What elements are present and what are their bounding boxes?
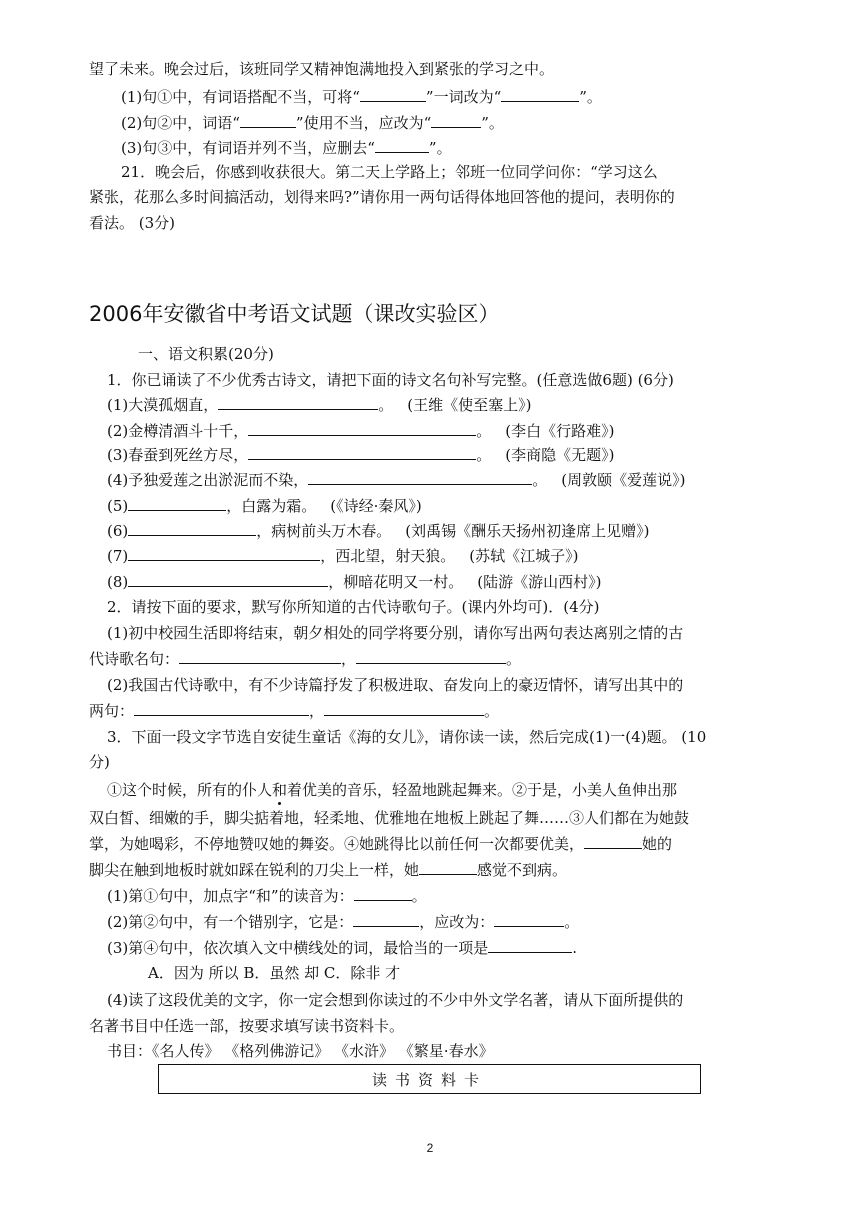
answer-blank[interactable] xyxy=(179,649,341,664)
text: 书目：《名人传》 《格列佛游记》 《水浒》 《繁星·春水》 xyxy=(107,1042,494,1060)
question-2-prompt xyxy=(107,597,797,617)
answer-blank[interactable] xyxy=(488,938,572,953)
text-line xyxy=(89,1016,779,1036)
text: (4)读了这段优美的文字，你一定会想到你读过的不少中外文学名著，请从下面所提供的 xyxy=(107,991,684,1009)
text: 3．下面一段文字节选自安徒生童话《海的女儿》，请你读一读，然后完成(1)一(4)题。 (10 xyxy=(107,728,707,746)
text: ”。 xyxy=(428,139,452,157)
answer-blank[interactable] xyxy=(360,87,426,102)
text: (8) xyxy=(107,573,129,591)
poem-source: (刘禹锡《酬乐天扬州初逢席上见赠》) xyxy=(405,522,650,540)
poem-line xyxy=(107,521,797,541)
question-21 xyxy=(121,162,811,182)
text: ，西北望，射天狼。 xyxy=(320,547,456,565)
answer-blank[interactable] xyxy=(218,395,378,410)
poem-line xyxy=(107,395,797,415)
answer-blank[interactable] xyxy=(128,546,320,561)
question-3 xyxy=(121,138,811,158)
text-line xyxy=(89,649,779,669)
text: 21．晚会后，你感到收获很大。第二天上学路上；邻班一位同学问你：“学习这么 xyxy=(121,163,658,181)
text: 。 xyxy=(378,396,394,414)
answer-blank[interactable] xyxy=(494,912,564,927)
text: 紧张，花那么多时间搞活动，划得来吗?”请你用一两句话得体地回答他的提问，表明你的 xyxy=(89,188,675,206)
answer-blank[interactable] xyxy=(501,87,579,102)
text: (1)第①句中，加点字“和”的读音为： xyxy=(107,887,354,905)
text: 望了未来。晚会过后，该班同学又精神饱满地投入到紧张的学习之中。 xyxy=(89,60,555,78)
text: 2．请按下面的要求，默写你所知道的古代诗歌句子。(课内外均可)．(4分) xyxy=(107,598,600,616)
text: 。 xyxy=(476,422,492,440)
text: (3)句③中，有词语并列不当，应删去“ xyxy=(121,139,375,157)
poem-source: (周敦颐《爱莲说》) xyxy=(561,471,686,489)
poem-line xyxy=(107,496,797,516)
sub-question xyxy=(107,990,797,1010)
text: 1．你已诵读了不少优秀古诗文，请把下面的诗文名句补写完整。(任意选做6题) (6分) xyxy=(107,371,674,389)
text-line xyxy=(89,187,779,207)
text: 。 xyxy=(476,446,492,464)
text-line xyxy=(89,752,779,772)
text: (6) xyxy=(107,522,129,540)
text: ”。 xyxy=(579,88,602,106)
exam-title: 2006年安徽省中考语文试题（课改实验区） xyxy=(89,302,500,326)
text: (2)我国古代诗歌中，有不少诗篇抒发了积极进取、奋发向上的豪迈情怀，请写出其中的 xyxy=(107,676,684,694)
poem-source: (王维《使至塞上》) xyxy=(407,396,532,414)
answer-blank[interactable] xyxy=(248,421,476,436)
answer-blank[interactable] xyxy=(308,470,532,485)
answer-blank[interactable] xyxy=(584,834,642,849)
page-number: 2 xyxy=(426,1141,434,1155)
answer-blank[interactable] xyxy=(431,113,481,128)
text-line xyxy=(107,623,797,643)
text: ”使用不当，应改为“ xyxy=(295,114,432,132)
text: (2)句②中，词语“ xyxy=(121,114,240,132)
sub-question xyxy=(107,938,797,958)
text: 。 xyxy=(564,913,580,931)
text: 。 xyxy=(532,471,548,489)
poem-line xyxy=(107,445,797,465)
text: ， xyxy=(309,702,325,720)
answer-options xyxy=(148,963,838,983)
text: (3)第④句中，依次填入文中横线处的词，最恰当的一项是 xyxy=(107,939,489,957)
answer-blank[interactable] xyxy=(354,886,412,901)
answer-blank[interactable] xyxy=(356,649,506,664)
dotted-character: 和 xyxy=(272,781,288,799)
poem-source: (苏轼《江城子》) xyxy=(469,547,579,565)
text: 她的 xyxy=(642,835,673,853)
text: A．因为 所以 B．虽然 却 C．除非 才 xyxy=(148,964,401,982)
text: 掌，为她喝彩，不停地赞叹她的舞姿。④她跳得比以前任何一次都要优美， xyxy=(89,835,585,853)
sub-question xyxy=(107,886,797,906)
text: 双白皙、细嫩的手，脚尖掂着地，轻柔地、优雅地在地板上跳起了舞……③人们都在为她鼓 xyxy=(89,809,690,827)
text: (1)句①中，有词语搭配不当，可将“ xyxy=(121,88,360,106)
answer-blank[interactable] xyxy=(419,860,477,875)
text: 脚尖在触到地板时就如踩在锐利的刀尖上一样，她 xyxy=(89,861,420,879)
text: . xyxy=(572,939,578,957)
answer-blank[interactable] xyxy=(128,572,328,587)
text: 。 xyxy=(411,887,427,905)
section-heading xyxy=(138,344,828,364)
question-3-prompt xyxy=(107,727,797,747)
sub-question xyxy=(107,912,797,932)
book-list xyxy=(107,1041,797,1061)
text: ①这个时候，所有的仆人 xyxy=(107,781,273,799)
text: (4)予独爱莲之出淤泥而不染， xyxy=(107,471,309,489)
text: (7) xyxy=(107,547,129,565)
passage-line xyxy=(89,834,779,854)
answer-blank[interactable] xyxy=(240,113,296,128)
reading-card-header xyxy=(158,1064,701,1094)
answer-blank[interactable] xyxy=(134,701,309,716)
text: (1)大漠孤烟直， xyxy=(107,396,219,414)
poem-line xyxy=(107,572,797,592)
text: 看法。 (3分) xyxy=(89,214,176,232)
question-1-prompt xyxy=(107,370,797,390)
text: 两句： xyxy=(89,702,135,720)
text: 着优美的音乐，轻盈地跳起舞来。②于是，小美人鱼伸出那 xyxy=(287,781,678,799)
poem-line xyxy=(107,546,797,566)
text-line xyxy=(89,701,779,721)
text: (2)金樽清酒斗十千， xyxy=(107,422,249,440)
text: 代诗歌名句： xyxy=(89,650,180,668)
passage-line xyxy=(107,780,797,800)
text-line xyxy=(107,675,797,695)
poem-source: (陆游《游山西村》) xyxy=(477,573,602,591)
text: ，病树前头万木春。 xyxy=(256,522,392,540)
text-line xyxy=(89,213,779,233)
text: 。 xyxy=(484,702,500,720)
text: 名著书目中任选一部，按要求填写读书资料卡。 xyxy=(89,1017,405,1035)
text: (1)初中校园生活即将结束，朝夕相处的同学将要分别，请你写出两句表达离别之情的古 xyxy=(107,624,684,642)
text: ， xyxy=(341,650,357,668)
text: ，应改为： xyxy=(419,913,495,931)
text: ”一词改为“ xyxy=(425,88,502,106)
text: 一、语文积累(20分) xyxy=(138,345,274,363)
text: (5) xyxy=(107,497,129,515)
poem-source: (李白《行路难》) xyxy=(505,422,615,440)
text: (3)春蚕到死丝方尽， xyxy=(107,446,249,464)
text: (2)第②句中，有一个错别字，它是： xyxy=(107,913,354,931)
text: 感觉不到病。 xyxy=(477,861,568,879)
poem-source: (李商隐《无题》) xyxy=(505,446,615,464)
poem-source: (《诗经·秦风》) xyxy=(330,497,422,515)
text: ，白露为霜。 xyxy=(226,497,317,515)
text: 分) xyxy=(89,753,110,771)
poem-line xyxy=(107,470,797,490)
answer-blank[interactable] xyxy=(128,521,256,536)
card-title: 读书资料卡 xyxy=(371,1070,487,1089)
text: ，柳暗花明又一村。 xyxy=(328,573,464,591)
answer-blank[interactable] xyxy=(324,701,484,716)
answer-blank[interactable] xyxy=(353,912,419,927)
answer-blank[interactable] xyxy=(128,496,226,511)
passage-line xyxy=(89,808,779,828)
poem-line xyxy=(107,421,797,441)
answer-blank[interactable] xyxy=(248,445,476,460)
text: ”。 xyxy=(481,114,504,132)
text: 。 xyxy=(506,650,522,668)
passage-line xyxy=(89,860,779,880)
question-2 xyxy=(121,113,811,133)
answer-blank[interactable] xyxy=(375,138,429,153)
question-1 xyxy=(121,87,811,107)
text-line xyxy=(89,59,779,79)
